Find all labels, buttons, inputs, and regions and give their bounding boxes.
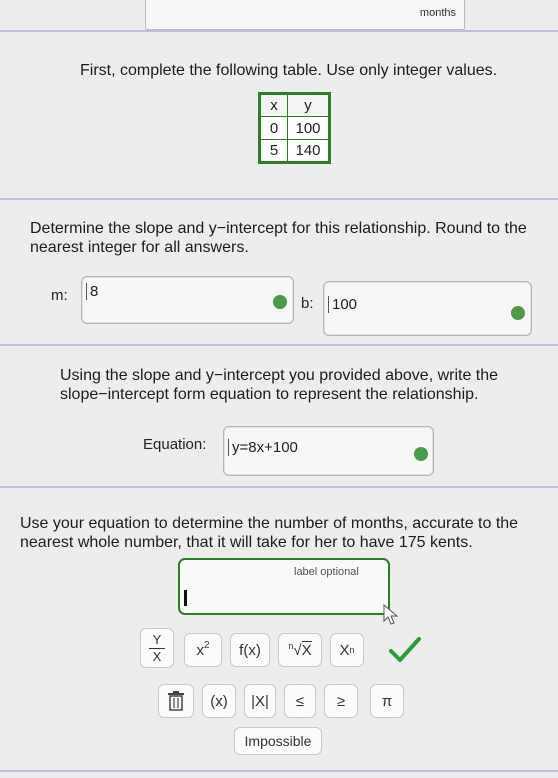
equation-input[interactable] [223, 426, 434, 476]
correct-indicator-icon [273, 295, 287, 309]
nth-root-key[interactable]: n √ X [278, 633, 322, 667]
equation-value: y=8x+100 [228, 439, 298, 456]
greater-equal-key[interactable]: ≥ [324, 684, 358, 718]
delete-key[interactable] [158, 684, 194, 718]
equation-label: Equation: [143, 436, 207, 453]
power-key[interactable]: x $^2$ [184, 633, 222, 667]
previous-answer-field[interactable] [145, 0, 465, 30]
mouse-pointer-icon [382, 604, 402, 626]
cell-x[interactable]: 0 [260, 117, 288, 140]
m-label: m: [51, 287, 68, 304]
pi-key[interactable]: π [370, 684, 404, 718]
header-y: y [288, 94, 330, 117]
label-optional-placeholder: label optional [294, 566, 359, 578]
slope-input[interactable] [81, 276, 294, 324]
slope-value: 8 [86, 283, 98, 300]
table-prompt: First, complete the following table. Use only integer values. [80, 62, 498, 79]
less-equal-key[interactable]: ≤ [284, 684, 316, 718]
header-x: x [260, 94, 288, 117]
slope-prompt: Determine the slope and y−intercept for this relationship. Round to the nearest integer for all answers. [30, 220, 527, 256]
months-prompt: Use your equation to determine the number of months, accurate to the nearest whole number, that it will take for her to have 175 kents. [20, 515, 519, 551]
table-row [260, 117, 330, 140]
subscript-key[interactable]: X n [330, 633, 364, 667]
checkmark-icon [388, 636, 422, 664]
cell-y[interactable]: 140 [288, 140, 330, 163]
correct-indicator-icon [511, 306, 525, 320]
equation-prompt: Using the slope and y−intercept you provided above, write the slope−intercept form equation to represent the relationship. [60, 367, 499, 403]
table-row [260, 140, 330, 163]
b-label: b: [301, 295, 314, 312]
intercept-input[interactable] [323, 281, 532, 336]
trash-icon [167, 691, 185, 711]
correct-indicator-icon [414, 447, 428, 461]
section-divider [0, 344, 558, 346]
unit-label: months [419, 7, 456, 19]
submit-check-button[interactable] [382, 630, 428, 670]
xy-table [258, 92, 331, 164]
absolute-value-key[interactable]: |X| [244, 684, 276, 718]
parentheses-key[interactable]: (x) [202, 684, 236, 718]
section-divider [0, 30, 558, 32]
months-answer-input[interactable] [178, 558, 390, 615]
fraction-key[interactable]: Y X [140, 628, 174, 668]
table-header-row [260, 94, 330, 117]
text-cursor [184, 590, 187, 606]
function-key[interactable]: f(x) [230, 633, 270, 667]
intercept-value: 100 [328, 296, 357, 313]
impossible-button[interactable]: Impossible [234, 727, 322, 755]
section-divider [0, 486, 558, 488]
section-divider [0, 198, 558, 200]
section-divider [0, 770, 558, 772]
cell-x[interactable]: 5 [260, 140, 288, 163]
cell-y[interactable]: 100 [288, 117, 330, 140]
